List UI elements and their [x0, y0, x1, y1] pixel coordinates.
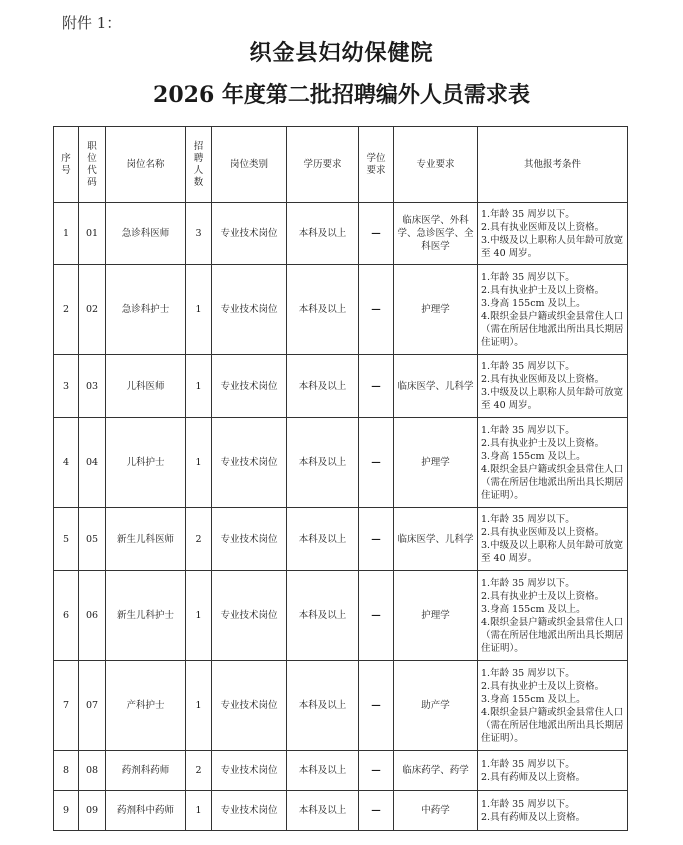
cell-count: 3: [186, 203, 212, 265]
condition-line: 1.年龄 35 周岁以下。: [481, 271, 575, 283]
cell-position-name: 儿科护士: [106, 418, 186, 508]
cell-education: 本科及以上: [287, 418, 359, 508]
cell-category: 专业技术岗位: [212, 203, 287, 265]
cell-education: 本科及以上: [287, 791, 359, 831]
table-row: [54, 418, 628, 508]
cell-degree: —: [359, 203, 394, 265]
table-row: [54, 203, 628, 265]
header-major: 专业要求: [394, 127, 478, 203]
header-seq: 序 号: [54, 127, 79, 203]
cell-seq: 2: [54, 265, 79, 355]
cell-seq: 9: [54, 791, 79, 831]
header-count: 招 聘 人 数: [186, 127, 212, 203]
cell-major: 临床药学、药学: [394, 751, 478, 791]
cell-major: 护理学: [394, 265, 478, 355]
header-degree: 学位 要求: [359, 127, 394, 203]
condition-line: 2.具有执业医师及以上资格。: [481, 374, 605, 385]
cell-category: 专业技术岗位: [212, 751, 287, 791]
cell-other-conditions: [478, 751, 628, 791]
condition-line: 2.具有执业护士及以上资格。: [481, 437, 605, 449]
cell-category: 专业技术岗位: [212, 791, 287, 831]
table-row: [54, 265, 628, 355]
cell-position-name: 儿科医师: [106, 355, 186, 418]
cell-major: 中药学: [394, 791, 478, 831]
condition-line: 1.年龄 35 周岁以下。: [481, 667, 575, 679]
condition-line: 3.身高 155cm 及以上。: [481, 603, 586, 615]
condition-line: 3.身高 155cm 及以上。: [481, 693, 586, 705]
cell-count: 1: [186, 418, 212, 508]
condition-line: 2.具有执业医师及以上资格。: [481, 527, 605, 538]
cell-code: 08: [79, 751, 106, 791]
condition-line: 2.具有执业护士及以上资格。: [481, 590, 605, 602]
cell-seq: 4: [54, 418, 79, 508]
table-row: [54, 791, 628, 831]
cell-code: 05: [79, 508, 106, 571]
condition-line: 3.中级及以上职称人员年龄可放宽至 40 周岁。: [481, 387, 624, 411]
cell-code: 09: [79, 791, 106, 831]
condition-line: 3.身高 155cm 及以上。: [481, 450, 586, 462]
cell-code: 04: [79, 418, 106, 508]
condition-line: 3.中级及以上职称人员年龄可放宽至 40 周岁。: [481, 234, 624, 259]
condition-line: 2.具有药师及以上资格。: [481, 811, 586, 823]
header-education: 学历要求: [287, 127, 359, 203]
condition-line: 3.身高 155cm 及以上。: [481, 297, 586, 309]
cell-degree: —: [359, 355, 394, 418]
header-name: 岗位名称: [106, 127, 186, 203]
cell-education: 本科及以上: [287, 661, 359, 751]
cell-position-name: 新生儿科医师: [106, 508, 186, 571]
header-code: 职 位 代 码: [79, 127, 106, 203]
cell-degree: —: [359, 508, 394, 571]
cell-seq: 7: [54, 661, 79, 751]
cell-seq: 6: [54, 571, 79, 661]
cell-position-name: 产科护士: [106, 661, 186, 751]
cell-category: 专业技术岗位: [212, 661, 287, 751]
cell-other-conditions: [478, 791, 628, 831]
condition-line: 4.限织金县户籍或织金县常住人口（需在所居住地派出所出具长期居住证明）。: [481, 463, 624, 501]
cell-degree: —: [359, 571, 394, 661]
cell-seq: 3: [54, 355, 79, 418]
cell-seq: 1: [54, 203, 79, 265]
condition-line: 2.具有执业护士及以上资格。: [481, 680, 605, 692]
table-row: [54, 355, 628, 418]
condition-line: 2.具有药师及以上资格。: [481, 771, 586, 783]
header-other: 其他报考条件: [478, 127, 628, 203]
condition-line: 4.限织金县户籍或织金县常住人口（需在所居住地派出所出具长期居住证明）。: [481, 310, 624, 348]
cell-count: 1: [186, 661, 212, 751]
page-subtitle: 2026 年度第二批招聘编外人员需求表: [153, 82, 530, 108]
cell-seq: 8: [54, 751, 79, 791]
condition-line: 1.年龄 35 周岁以下。: [481, 798, 575, 810]
table-row: [54, 661, 628, 751]
cell-seq: 5: [54, 508, 79, 571]
cell-other-conditions: [478, 355, 628, 418]
cell-major: 助产学: [394, 661, 478, 751]
cell-count: 1: [186, 571, 212, 661]
cell-code: 02: [79, 265, 106, 355]
table-header-row: [54, 127, 628, 203]
cell-major: 护理学: [394, 571, 478, 661]
cell-category: 专业技术岗位: [212, 508, 287, 571]
cell-other-conditions: [478, 203, 628, 265]
cell-education: 本科及以上: [287, 571, 359, 661]
cell-education: 本科及以上: [287, 751, 359, 791]
cell-count: 2: [186, 751, 212, 791]
recruitment-table: [53, 126, 628, 831]
cell-other-conditions: [478, 508, 628, 571]
condition-line: 1.年龄 35 周岁以下。: [481, 758, 575, 770]
page-title: 织金县妇幼保健院: [249, 40, 434, 66]
cell-count: 2: [186, 508, 212, 571]
cell-degree: —: [359, 661, 394, 751]
cell-category: 专业技术岗位: [212, 355, 287, 418]
condition-line: 4.限织金县户籍或织金县常住人口（需在所居住地派出所出具长期居住证明）。: [481, 616, 624, 654]
cell-education: 本科及以上: [287, 355, 359, 418]
condition-line: 2.具有执业护士及以上资格。: [481, 284, 605, 296]
cell-degree: —: [359, 418, 394, 508]
cell-major: 临床医学、儿科学: [394, 508, 478, 571]
cell-code: 01: [79, 203, 106, 265]
cell-education: 本科及以上: [287, 203, 359, 265]
cell-count: 1: [186, 355, 212, 418]
cell-position-name: 新生儿科护士: [106, 571, 186, 661]
condition-line: 3.中级及以上职称人员年龄可放宽至 40 周岁。: [481, 540, 624, 564]
table-row: [54, 751, 628, 791]
cell-count: 1: [186, 265, 212, 355]
cell-code: 03: [79, 355, 106, 418]
condition-line: 4.限织金县户籍或织金县常住人口（需在所居住地派出所出具长期居住证明）。: [481, 706, 624, 744]
cell-major: 护理学: [394, 418, 478, 508]
condition-line: 1.年龄 35 周岁以下。: [481, 208, 575, 220]
condition-line: 1.年龄 35 周岁以下。: [481, 361, 575, 372]
cell-category: 专业技术岗位: [212, 571, 287, 661]
cell-count: 1: [186, 791, 212, 831]
condition-line: 1.年龄 35 周岁以下。: [481, 424, 575, 436]
cell-position-name: 药剂科中药师: [106, 791, 186, 831]
attachment-label: 附件 1：: [62, 14, 122, 32]
cell-degree: —: [359, 265, 394, 355]
table-row: [54, 508, 628, 571]
cell-education: 本科及以上: [287, 265, 359, 355]
condition-line: 1.年龄 35 周岁以下。: [481, 577, 575, 589]
cell-degree: —: [359, 751, 394, 791]
cell-code: 06: [79, 571, 106, 661]
cell-category: 专业技术岗位: [212, 265, 287, 355]
cell-position-name: 急诊科护士: [106, 265, 186, 355]
cell-other-conditions: [478, 418, 628, 508]
cell-major: 临床医学、外科学、急诊医学、全科医学: [394, 203, 478, 265]
cell-major: 临床医学、儿科学: [394, 355, 478, 418]
cell-education: 本科及以上: [287, 508, 359, 571]
condition-line: 1.年龄 35 周岁以下。: [481, 514, 575, 525]
cell-other-conditions: [478, 661, 628, 751]
table-row: [54, 571, 628, 661]
cell-category: 专业技术岗位: [212, 418, 287, 508]
header-category: 岗位类别: [212, 127, 287, 203]
cell-code: 07: [79, 661, 106, 751]
cell-position-name: 急诊科医师: [106, 203, 186, 265]
cell-degree: —: [359, 791, 394, 831]
cell-other-conditions: [478, 265, 628, 355]
condition-line: 2.具有执业医师及以上资格。: [481, 221, 605, 233]
cell-other-conditions: [478, 571, 628, 661]
cell-position-name: 药剂科药师: [106, 751, 186, 791]
